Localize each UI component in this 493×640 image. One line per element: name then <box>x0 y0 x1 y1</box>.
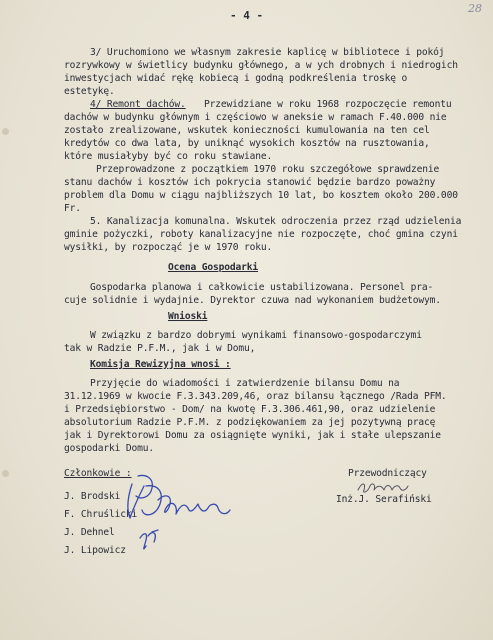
komisja-line: i Przedsiębiorstwo - Dom/ na kwotę F.3.306.461,90, oraz udzielenie <box>64 404 436 415</box>
komisja-line: jak i Dyrektorowi Domu za osiągnięte wyniki, jak i stałe ulepszanie <box>64 430 441 441</box>
s3-line: inwestycjach widać rękę kobiecą i godną podkreślenia troskę o <box>64 73 408 84</box>
corner-mark: 28 <box>468 2 482 15</box>
komisja-heading: Komisja Rewizyjna wnosi : <box>90 359 231 370</box>
member-name: J. Brodski <box>64 491 121 502</box>
s4-line: kredytów co dwa lata, by uniknąć wysokich kosztów na rusztowania, <box>64 138 430 149</box>
s4-line: Przeprowadzone z początkiem 1970 roku szczegółowe sprawdzenie <box>96 164 440 175</box>
chairman-name: Inż.J. Serafiński <box>336 494 432 505</box>
s3-line: rozrywkowy w świetlicy budynku głównego, a w ych drobnych i niedrogich <box>64 60 458 71</box>
ocena-heading: Ocena Gospodarki <box>168 262 259 273</box>
signature-scribble <box>118 466 248 566</box>
wnioski-line: tak w Radzie P.F.M., jak i w Domu, <box>64 343 256 354</box>
chairman-label: Przewodniczący <box>348 468 427 479</box>
s5-line: wysiłki, by rozpocząć je w 1970 roku. <box>64 242 273 253</box>
members-label: Członkowie : <box>64 468 132 479</box>
punch-hole <box>2 128 9 135</box>
ocena-line: cuje solidnie i wydajnie. Dyrektor czuwa nad wykonaniem budżetowym. <box>64 295 441 306</box>
komisja-line: gospodarki Domu. <box>64 443 155 454</box>
s5-line: 5. Kanalizacja komunalna. Wskutek odroczenia przez rząd udzielenia <box>90 216 462 227</box>
s3-line: estetykę. <box>64 86 115 97</box>
s4-line: stanu dachów i kosztów ich pokrycia stanowić będzie bardzo poważny <box>64 177 436 188</box>
s4-line: Fr. <box>64 203 81 214</box>
komisja-line: Przyjęcie do wiadomości i zatwierdzenie bilansu Domu na <box>90 378 400 389</box>
s3-line: 3/ Uruchomiono we własnym zakresie kaplicę w bibliotece i pokój <box>90 47 445 58</box>
member-name: J. Dehnel <box>64 527 115 538</box>
komisja-line: absolutorium Radzie P.F.M. z podziękowaniem za jej pozytywną pracę <box>64 417 436 428</box>
punch-hole <box>2 470 9 477</box>
s4-line: Przewidziane w roku 1968 rozpoczęcie remontu <box>204 99 452 110</box>
s4-line: problem dla Domu w ciągu najbliższych 10 lat, bo kosztem około 200.000 <box>64 190 458 201</box>
s4-line: zostało zrealizowane, wskutek konieczności kumulowania na ten cel <box>64 125 430 136</box>
wnioski-line: W związku z bardzo dobrymi wynikami finansowo-gospodarczymi <box>90 330 422 341</box>
s5-line: gminie pożyczki, roboty kanalizacyjne nie rozpoczęte, choć gmina czyni <box>64 229 458 240</box>
s4-line: dachów w budynku głównym i częściowo w aneksie w ramach F.40.000 nie <box>64 112 447 123</box>
ocena-line: Gospodarka planowa i całkowicie ustabilizowana. Personel pra- <box>90 282 434 293</box>
komisja-line: 31.12.1969 w kwocie F.3.343.209,46, oraz bilansu łącznego /Rada PFM. <box>64 391 447 402</box>
member-name: J. Lipowicz <box>64 545 126 556</box>
member-name: F. Chruślicki <box>64 509 138 520</box>
s4-line: które musiałyby być co roku stawiane. <box>64 151 273 162</box>
page-number: - 4 - <box>230 9 264 22</box>
wnioski-heading: Wnioski <box>168 311 208 322</box>
s4-heading: 4/ Remont dachów. <box>90 99 186 110</box>
